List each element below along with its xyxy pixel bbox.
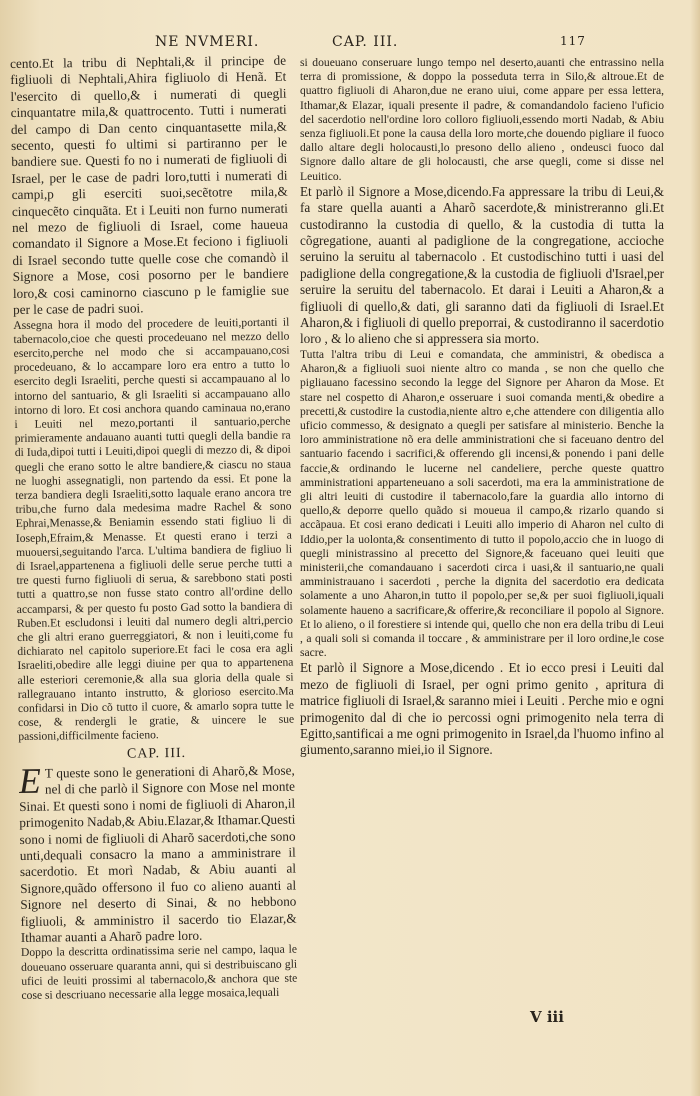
paragraph: Et parlò il Signore a Mose,dicendo.Fa appressare la tribu di Leui,& fa stare quella auanti a Aharõ sacerdote,& ministreranno gli.Et custodiranno la custodia di quello, & la custodia di tutta la cõgregatione, auanti al padiglione de la congregatione, accioche seruino la seruitu al tabernacolo . Et custodischino tutti i uasi del padiglione della congregatione,& la custodia de figliuoli d'Israel,per seruire la seruitu del tabernacolo. Et darai i Leuiti a Aharon,& a figliuoli di quello,& dati, gli saranno dati da figliuoli di Israel.Et Aharon,& i figliuoli di quello preporrai, & custodiranno il sacerdotio loro , & lo alieno che si appressera sia morto. bbox=[300, 183, 664, 347]
left-column bbox=[10, 53, 298, 1066]
drop-capital: E bbox=[18, 760, 42, 801]
paragraph: Assegna hora il modo del procedere de leuiti,portanti il tabernacolo,cioe che questi procedeuano nel mezzo dello esercito,perche nel modo che si accampauano,cosi procedeuano, & lo accampare loro era entro a tutto lo esercito degli Israeliti, perche questi si accampauano al lo intorno del santuario, & gli Israeliti si accampauano allo intorno di loro. Et cosi anchora quando caminaua no,erano i Leuiti nel mezo,portanti il santuario,perche primieramente andauano auanti tutti quegli della bandie ra di Iuda,dipoi tutti i Leuiti,dipoi quegli di mezzo di, & dipoi quegli che erano sotto le altre bandiere,& ciascu no staua ne luoghi assegnatigli, non partendo da essi. Et pone la terza bandiera degli Israeliti,sotto laquale erano ancora tre tribu,che furno dala medesima madre Rachel & sono Ephrai,Menasse,& Beniamin essendo stati figliuo li di Ioseph,Efraim,& Menasse. Et questi erano i terzi a muouersi,seguitando l'arca. L'ultima bandiera de figliuo li di Israel,appartenena a figliuoli delle serue perche tutti a tre questi furno figliuoli di serua, & sarebbono stati posti tutti a quattro,se non fusse stato contro all'ordine dello accamparsi, & per questo fu posto Gad sotto la bandiera di Ruben.Et escludonsi i leuiti dal numero degli altri,percio che gli altri erano guerreggiatori, & non i leuiti,come fu dichiarato nel capitolo superiore.Et faci le cosa era agli Israeliti,obedire alle leggi diuine per qua to appartenena alle esteriori ceremonie,& alla sua gloria della quale si rallegrauano intanto instrutto, & glorioso esercito.Ma confidarsi in Dio cõ tutto il cuore, & amarlo sopra tutte le cose, & rendergli le gratie, & uincere le sue passioni,difficilmente facieno. bbox=[13, 315, 295, 744]
paragraph: cento.Et la tribu di Nephtali,& il principe de figliuoli di Nephtali,Ahira figliuolo di Henã. Et l'esercito di quello,& i numerati di quegli cinquantatre mila,& quattrocento. Tutti i numerati del campo di Dan cento cinquantasette mila,& secento, questi fo ultimi si partiranno per le bandiere sue. Questi fo no i numerati de figliuoli di Israel, per le case de padri loro,tutti i numerati di campi,p gli eserciti suoi,secẽtotre mila,& cinquecẽto cinquãta. Et i Leuiti non furno numerati nel mezo de figliuoli di Israel, come haueua comandato il Signore a Mose.Et feciono i figliuoli di Israel secondo tutte quelle cose che comandò il Signore a Mose, cosi posorno per le bandiere loro,& cosi caminorno ciascuno p le famiglie sue per le case de padri suoi. bbox=[10, 52, 289, 318]
paragraph: si doueuano conseruare lungo tempo nel deserto,auanti che entrassino nella terra di promissione, & doppo la posseduta terra in Silo,& altroue.Et de quattro figliuoli di Aharon,due ne erano uiui, come appare per essa lettera, Ithamar,& Elazar, iquali presente il padre, & comandandolo facieno l'uficio del sacerdotio nell'ordine loro colloro figliuoli,essendo morti Nadab, & Abiu senza figliuoli.Et pone la causa della loro morte,che douendo pigliare il fuoco dallo altare degli holocausti,lo presono dello alieno , ondeusci fuoco dal Signore dallo altare de gli holocausti, che arse quegli, come si disse nel Leuitico. bbox=[300, 56, 664, 183]
paragraph: Doppo la descritta ordinatissima serie nel campo, laqua le doueuano osseruare quaranta anni, qui si destribuiscano gli ufici de leuiti prossimi al tabernacolo,& anchora que ste cose si descriuano necessarie alla legge mosaica,lequali bbox=[20, 943, 298, 1003]
right-column bbox=[300, 56, 664, 1038]
running-header-left: NE NVMERI. bbox=[155, 34, 260, 50]
paragraph: T queste sono le generationi di Aharõ,& Mose, nel di che parlò il Signore con Mose nel monte Sinai. Et questi sono i nomi de figliuoli di Aharon,il primogenito Nadab,& Abiu.Elazar,& Ithamar.Questi sono i nomi de figliuoli di Aharõ sacerdoti,che sono unti,dequali consacro la mano a amministrare il sacerdotio. Et morì Nadab, & Abiu auanti al Signore,quãdo offersono il fuo co alieno auanti al Signore nel deserto di Sinai, & no hebbono figliuoli, & amministro il sacerdo tio Elazar,& Ithamar auanti a Aharõ padre loro. bbox=[19, 762, 297, 945]
paragraph: Tutta l'altra tribu di Leui e comandata, che amministri, & obedisca a Aharon,& a figliuoli suoi niente altro co manda , se non che quello che pigliauano facessino secondo la legge del Signore per Aharon da Mose. Et stare nel cospetto di Aharon,e osseruare i suoi comanda menti,& obedire a precetti,& custodire la custodia,niente altro e,che attendere con diligentia allo uficio commesso, & designato a quegli per satisfare al ministerio. Benche la loro amministratione nõ era delle amministrationi che si faceuano dentro del santuario facendo i sacrifici,& offerendo gli incensi,& ponendo i pani delle faccie,& ordinando le lucerne nel candeliere, perche queste quattro amministrationi apparteneuano a soli sacerdoti, ma era la amministratione de gli altri leuiti di custodire il tabernacolo,fare la guardia allo intorno di quello,& deporre quello quãdo si moueua il campo,& rizarlo quando si accãpaua. Et cosi erano dedicati i Leuiti allo imperio di Aharon nel culto di Iddio,per la uolonta,& consentimento di tutto il popolo,accio che in luogo di quegli ministrassino al precetto del Signore,& faceuano quei leuiti que ministerii,che comandauano i sacerdoti circa i uasi,& il santuario,ne quali amministrauano i sacerdoti , perche la dignita del sacerdotio era dedicata solamente a uno Aharon,in tutto il popolo,per se,& per suoi figliuoli,iquali solamente haueno a sacrificare,& offerire,& reconciliare il popolo al Signore. Et lo alieno, o il forestiere si intende qui, quello che non era della tribu di Leui , a quali soli si comanda il toccare , & amministrare per il loro ordine,le cose sacre. bbox=[300, 347, 664, 660]
running-header-chapter: CAP. III. bbox=[332, 34, 399, 50]
page-number: 117 bbox=[560, 34, 586, 48]
chapter-heading: CAP. III. bbox=[126, 745, 187, 762]
paragraph: Et parlò il Signore a Mose,dicendo . Et io ecco presi i Leuiti dal mezo de figliuoli di Israel, per ogni primo genito , apritura di matrice figliuoli di Israel,& saranno miei i Leuiti . Perche mio e ogni primogenito dal di che io percossi ogni primogenito nela terra di Egitto,santificai a me ogni primogenito in Israel,da l'huomo infino al giumento,saranno miei,io il Signore. bbox=[300, 660, 664, 758]
signature-mark: V iii bbox=[530, 1008, 564, 1026]
